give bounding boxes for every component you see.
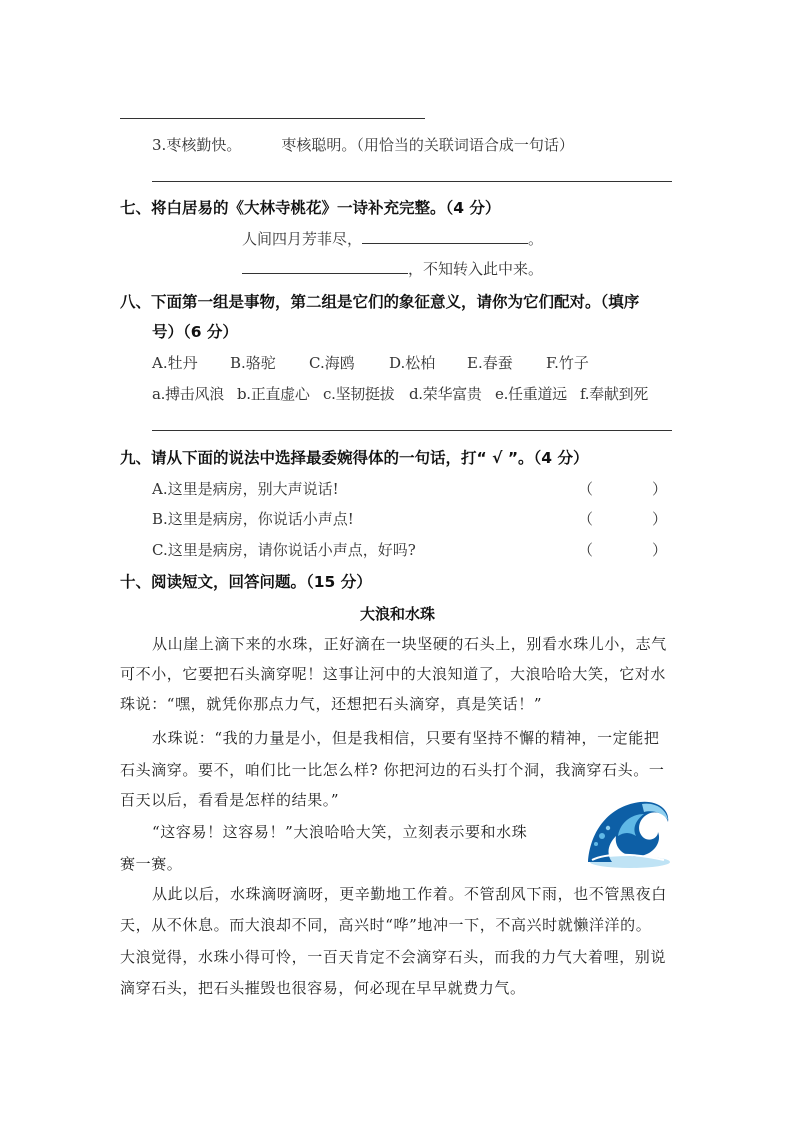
q9-answer-box-a[interactable] [598,478,650,498]
q7-line1-suffix: 。 [528,230,544,248]
q9-heading: 九、请从下面的说法中选择最委婉得体的一句话，打“ √ ”。（4 分） [120,449,589,467]
q9-paren-open-a: （ [578,480,594,498]
q10-heading: 十、阅读短文，回答问题。（15 分） [120,573,372,591]
q8-group2 [152,383,648,404]
story-p2-line3: 百天以后，看看是怎样的结果。” [120,791,340,809]
q9-paren-close-c: ） [652,541,668,559]
q8-group2-item: f.奉献到死 [580,385,648,403]
q7-line2-suffix: ，不知转入此中来。 [408,260,544,278]
q9-option-b: B.这里是病房，你说话小声点! [152,510,354,528]
answer-line-q6[interactable] [152,181,672,182]
q8-group1-item: B.骆驼 [230,354,276,372]
q7-blank2[interactable] [242,259,408,274]
q6-item3 [152,134,574,155]
answer-line-q8[interactable] [152,430,672,431]
q9-answer-box-c[interactable] [598,539,650,559]
story-p4-line3: 大浪觉得，水珠小得可怜，一百天肯定不会滴穿石头，而我的力气大着哩，别说 [120,948,667,966]
story-p4-line2: 天，从不休息。而大浪却不同，高兴时“哗”地冲一下，不高兴时就懒洋洋的。 [120,916,652,934]
story-p2-line1: 水珠说：“我的力量是小，但是我相信，只要有坚持不懈的精神，一定能把 [152,729,660,747]
q6-item3-part2: 枣核聪明。（用恰当的关联词语合成一句话） [281,136,574,154]
q8-heading-line2: 号）（6 分） [152,323,238,341]
q9-paren-open-c: （ [578,541,594,559]
q8-group1-item: A.牡丹 [152,354,198,372]
answer-line-top[interactable] [120,118,425,119]
q7-line1-prefix: 人间四月芳菲尽， [242,230,363,248]
q8-group2-item: e.任重道远 [495,385,567,403]
wave-illustration-icon [578,792,674,870]
story-p1-line3: 珠说：“嘿，就凭你那点力气，还想把石头滴穿，真是笑话！” [120,695,543,713]
q9-paren-open-b: （ [578,510,594,528]
q8-group1 [152,352,589,373]
q8-group2-item: d.荣华富贵 [409,385,482,403]
q8-group1-item: E.春蚕 [467,354,513,372]
story-p3-line2: 赛一赛。 [120,855,183,873]
story-p2-line2: 石头滴穿。要不，咱们比一比怎么样? 你把河边的石头打个洞，我滴穿石头。一 [120,761,665,779]
story-p4-line4: 滴穿石头，把石头摧毁也很容易，何必现在早早就费力气。 [120,979,526,997]
story-p4-line1: 从此以后，水珠滴呀滴呀，更辛勤地工作着。不管刮风下雨，也不管黑夜白 [152,885,667,903]
story-p1-line2: 可不小，它要把石头滴穿呢！这事让河中的大浪知道了，大浪哈哈大笑，它对水 [120,665,667,683]
q8-group1-item: F.竹子 [546,354,589,372]
q8-group2-item: b.正直虚心 [237,385,310,403]
story-p1-line1: 从山崖上滴下来的水珠，正好滴在一块坚硬的石头上，别看水珠儿小，志气 [152,635,667,653]
q6-item3-number: 3. [152,136,167,154]
q9-paren-close-a: ） [652,480,668,498]
story-title: 大浪和水珠 [360,605,436,623]
q8-group2-item: c.坚韧挺拔 [323,385,395,403]
story-p3-line1: “这容易！这容易！”大浪哈哈大笑，立刻表示要和水珠 [152,823,528,841]
q7-line2 [242,258,543,279]
q7-heading: 七、将白居易的《大林寺桃花》一诗补充完整。（4 分） [120,199,501,217]
q8-group1-item: D.松柏 [389,354,436,372]
q9-paren-close-b: ） [652,510,668,528]
q6-item3-part1: 枣核勤快。 [166,136,242,154]
q8-group2-item: a.搏击风浪 [152,385,224,403]
q8-group1-item: C.海鸥 [309,354,355,372]
q9-answer-box-b[interactable] [598,508,650,528]
q9-option-a: A.这里是病房，别大声说话! [152,480,339,498]
q9-option-c: C.这里是病房，请你说话小声点，好吗? [152,541,416,559]
q8-heading-line1: 八、下面第一组是事物，第二组是它们的象征意义，请你为它们配对。（填序 [120,293,640,311]
q7-line1 [242,228,543,249]
q7-blank1[interactable] [362,229,528,244]
